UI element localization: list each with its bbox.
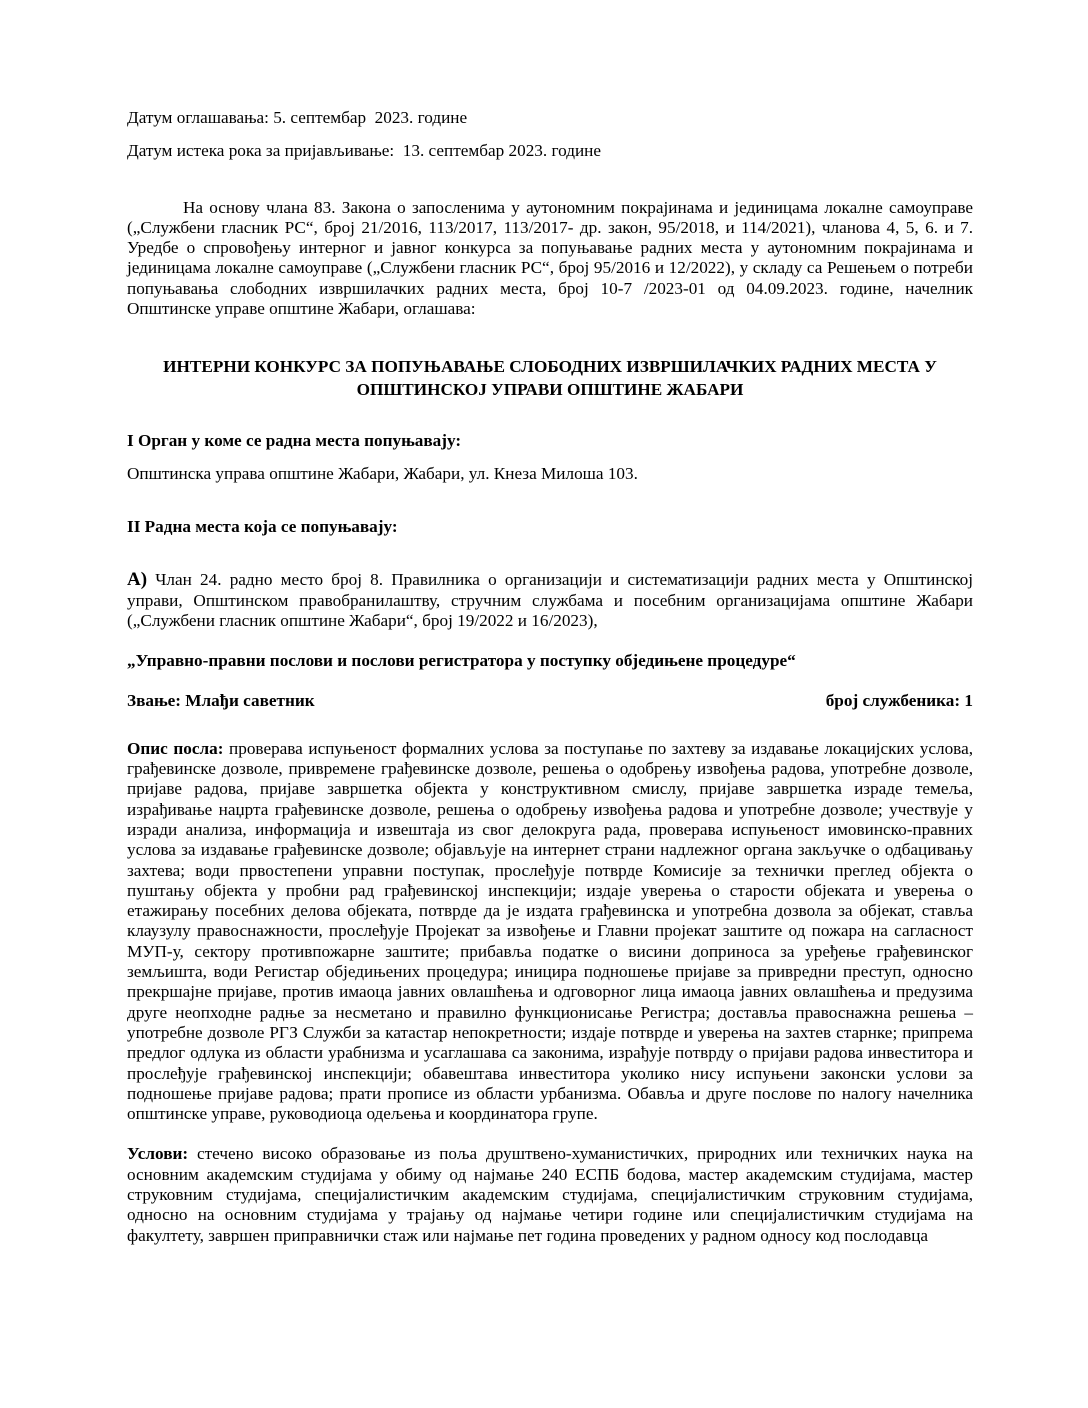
spacer-before-job-title [127,631,973,651]
spacer-after-title [127,401,973,431]
spacer-before-rank [127,671,973,691]
publish-date-line: Датум оглашавања: 5. септембар 2023. године [127,108,468,127]
position-a-requirements [127,1144,973,1245]
section-two-heading: II Радна места која се попуњавају: [127,516,398,536]
section-one-body: Општинска управа општине Жабари, Жабари, ул. Кнеза Милоша 103. [127,463,638,483]
deadline-date-line: Датум истека рока за пријављивање: 13. септембар 2023. године [127,141,601,161]
requirements-label: Услови: [127,1144,189,1164]
document-content [127,108,973,1246]
job-description-text: проверава испуњеност формалних услова за поступање по захтеву за издавање локацијских услова, грађевинске дозволе, привремене грађевинске дозволе, решења о одобрењу извођења радова, употребне дозволе, пријаве радова, пријаве завршетка објекта у конструктивном смислу, пријаве завршетка израде темеља, израђивање наџрта грађевинске дозволе, решења о одобрењу извођења радова и употребне дозволе; учествује у изради анализа, информација и извештаја из свог делокруга рада, проверава испуњеност имовинско-правних услова за издавање грађевинске дозволе; објављује на интернет страни надлежног органа закључке о одбацивању захтева; води првостепени управни поступак, прослеђује потврде Комисије за технички преглед објекта о пуштању објекта у пробни рад грађевинској инспекцији; издаје уверења о старости објеката и уверења о етажирању посебних делова објеката, потврде да је издата грађевинска и употребна дозвола за објекат, ставља клаузулу правоснажности, прослеђује Пројекат за извођење и Главни пројекат заштите од пожара на сагласност МУП-у, сектору противпожарне заштите; прибавља податке о висини доприноса за уређење грађевинског земљишта, води Регистар обједињених процедура; иницира подношење пријаве за привредни преступ, односно прекршајне пријаве, против имаоца јавних овлашћења и одговорног лица имаоца јавних овлашћења и предузима друге неопходне радње за несметано и правилно функционисање Регистра; доставља правоснажна решења – употребне дозволе РГЗ Служби за катастар непокретности; издаје потврде и уверења на захтев старнке; припрема предлог одлука из области урабнизма и усаглашава са законима, израђује потврду о пријави радова инвеститора и прослеђује грађевинској инспекцији; обавештава инвеститора уколико нису испуњени законски услови за подношење пријаве радова; прати прописе из области урбанизма. Обавља и друге послове по налогу начелника општинске управе, руководиоца одељења и координатора групе. [127,738,973,1124]
legal-basis-paragraph: На основу члана 83. Закона о запосленима у аутономним покрајинама и јединицама локалне самоуправе („Службени гласник РС“, број 21/2016, 113/2017, 113/2017- др. закон, 95/2018, и 114/2021), чланова 4, 5, 6. и 7. Уредбе о спровођењу интерног и јавног конкурса за попуњавање радних места у аутономним покрајинама и јединицама локалне самоуправе („Службени гласник РС“, број 95/2016 и 12/2022), у складу са Решењем о потреби попуњавања слободних извршилачких радних места, број 10-7 /2023-01 од 04.09.2023. године, начелник Општинске управе општине Жабари, оглашава: [127,197,973,319]
spacer-before-requirements [127,1124,973,1144]
section-one-heading: I Орган у коме се радна места попуњавају: [127,431,462,451]
spacer-after-section-two [127,537,973,570]
spacer-before-section-two [127,484,973,517]
requirements-text: стечено високо образовање из поља друштвено-хуманистичких, природних или техничких наука на основним академским студијама у обиму од најмање 240 ЕСПБ бодова, мастер академским студијама, мастер струковним студијама, специјалистичким академским студијама, специјалистичким струковним студијама, односно на основним студијама у трајању од најмање четири године или специјалистичким студијама на факултету, завршен приправнички стаж или најмање пет година проведених у радном односу код послодавца [127,1144,973,1245]
spacer-before-title [127,319,973,355]
position-a-job-title: „Управно-правни послови и послови регистратора у поступку обједињене процедуре“ [127,651,796,671]
position-a-rank-label: Звање: Млађи саветник [127,691,315,711]
job-description-label: Опис посла: [127,738,224,758]
position-a-reference-text: Члан 24. радно место број 8. Правилника о организацији и систематизацији радних места у Општинској управи, Општинском правобранилаштву, стручним службама и посебним организацијама општине Жабари („Службени гласник општине Жабари“, број 19/2022 и 16/2023), [127,570,973,630]
position-a-officials-count: број службеника: 1 [825,691,973,711]
position-a-marker: А) [127,569,148,591]
spacer-before-description [127,712,973,739]
position-a-reference [127,570,973,631]
position-a-job-description [127,739,973,1125]
position-a-rank-row [127,691,973,711]
spacer-section-one [127,452,973,464]
spacer-after-dates [127,162,973,198]
announcement-title-line-1: ИНТЕРНИ КОНКУРС ЗА ПОПУЊАВАЊЕ СЛОБОДНИХ ИЗВРШИЛАЧКИХ РАДНИХ МЕСТА У [163,357,937,377]
announcement-title-line-2: ОПШТИНСКОЈ УПРАВИ ОПШТИНЕ ЖАБАРИ [356,380,744,400]
